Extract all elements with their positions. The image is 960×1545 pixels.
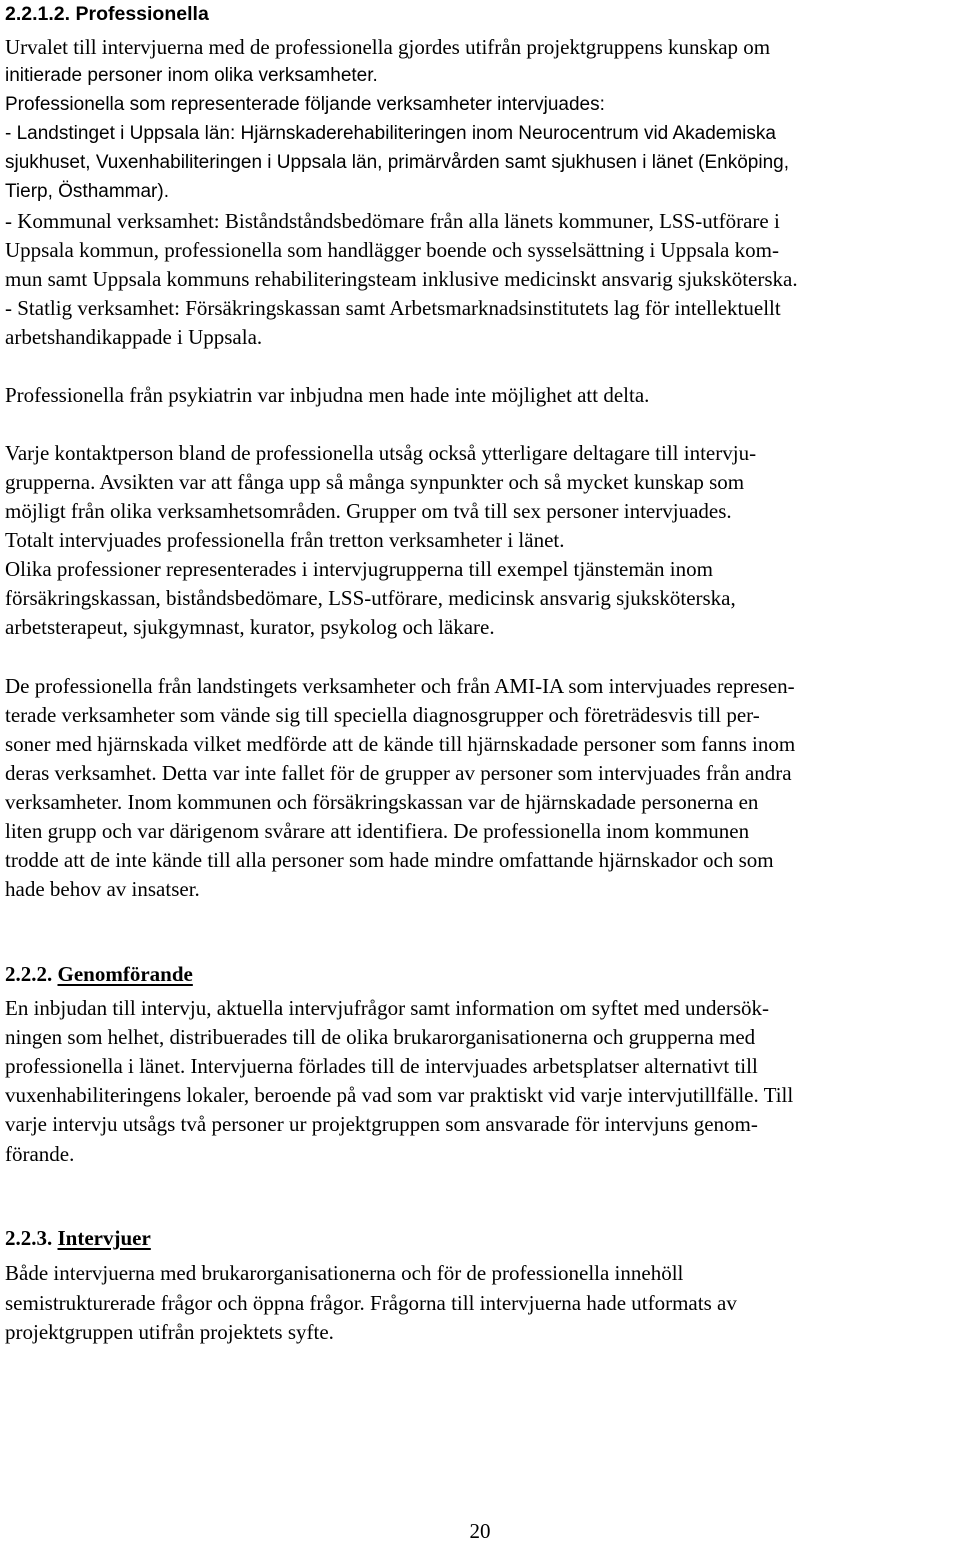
text-line: professionella i länet. Intervjuerna förlades till de intervjuades arbetsplatser alternativt till	[5, 1054, 758, 1078]
page-number: 20	[469, 1519, 491, 1543]
section-number: 2.2.3.	[5, 1226, 53, 1250]
text-line: Professionella som representerade följande verksamheter intervjuades:	[5, 94, 605, 115]
text-line: Olika professioner representerades i intervjugrupperna till exempel tjänstemän inom	[5, 557, 713, 581]
text-line: soner med hjärnskada vilket medförde att de kände till hjärnskadade personer som fanns inom	[5, 732, 796, 756]
text-line: Varje kontaktperson bland de professionella utsåg också ytterligare deltagare till intervju-	[5, 441, 757, 465]
text-line: arbetsterapeut, sjukgymnast, kurator, psykolog och läkare.	[5, 615, 495, 639]
text-line: liten grupp och var därigenom svårare att identifiera. De professionella inom kommunen	[5, 819, 750, 843]
text-line: sjukhuset, Vuxenhabiliteringen i Uppsala län, primärvården samt sjukhusen i länet (Enköping,	[5, 152, 790, 173]
text-line: - Landstinget i Uppsala län: Hjärnskaderehabiliteringen inom Neurocentrum vid Akademiska	[5, 123, 776, 144]
section-heading-professionella	[5, 0, 209, 28]
section-heading-intervjuer	[5, 1224, 151, 1252]
text-line: terade verksamheter som vände sig till speciella diagnosgrupper och företrädesvis till per-	[5, 703, 760, 727]
text-line: grupperna. Avsikten var att fånga upp så många synpunkter och så mycket kunskap som	[5, 470, 745, 494]
text-line: vuxenhabiliteringens lokaler, beroende på vad som var praktiskt vid varje intervjutillfälle. Till	[5, 1083, 794, 1107]
text-line: initierade personer inom olika verksamheter.	[5, 65, 378, 86]
section-number: 2.2.1.2.	[5, 3, 71, 25]
text-line: förande.	[5, 1142, 75, 1166]
text-line: mun samt Uppsala kommuns rehabiliteringsteam inklusive medicinskt ansvarig sjuksköterska.	[5, 267, 798, 291]
document-page	[5, 0, 955, 1543]
text-line: Urvalet till intervjuerna med de professionella gjordes utifrån projektgruppens kunskap om	[5, 35, 771, 59]
text-line: Både intervjuerna med brukarorganisationerna och för de professionella innehöll	[5, 1261, 684, 1285]
text-line: hade behov av insatser.	[5, 877, 200, 901]
text-line: semistrukturerade frågor och öppna frågor. Frågorna till intervjuerna hade utformats av	[5, 1291, 737, 1315]
text-line: projektgruppen utifrån projektets syfte.	[5, 1320, 334, 1344]
text-line: Tierp, Östhammar).	[5, 181, 169, 202]
text-line: ningen som helhet, distribuerades till de olika brukarorganisationerna och grupperna med	[5, 1025, 756, 1049]
text-line: verksamheter. Inom kommunen och försäkringskassan var de hjärnskadade personerna en	[5, 790, 759, 814]
text-line: möjligt från olika verksamhetsområden. Grupper om två till sex personer intervjuades.	[5, 499, 732, 523]
text-line: - Statlig verksamhet: Försäkringskassan samt Arbetsmarknadsinstitutets lag för intellektuellt	[5, 296, 781, 320]
text-line: deras verksamhet. Detta var inte fallet för de grupper av personer som intervjuades från andra	[5, 761, 792, 785]
section-number: 2.2.2.	[5, 962, 53, 986]
section-title: Intervjuer	[57, 1226, 151, 1250]
text-line: försäkringskassan, biståndsbedömare, LSS-utförare, medicinsk ansvarig sjuksköterska,	[5, 586, 736, 610]
text-line: En inbjudan till intervju, aktuella intervjufrågor samt information om syftet med undersök-	[5, 996, 769, 1020]
text-line: arbetshandikappade i Uppsala.	[5, 325, 263, 349]
text-line: De professionella från landstingets verksamheter och från AMI-IA som intervjuades represen-	[5, 674, 795, 698]
text-line: varje intervju utsågs två personer ur projektgruppen som ansvarade för intervjuns genom-	[5, 1112, 758, 1136]
text-line: Totalt intervjuades professionella från tretton verksamheter i länet.	[5, 528, 565, 552]
text-line: Professionella från psykiatrin var inbjudna men hade inte möjlighet att delta.	[5, 383, 650, 407]
section-title: Professionella	[75, 3, 209, 25]
text-line: Uppsala kommun, professionella som handlägger boende och sysselsättning i Uppsala kom-	[5, 238, 779, 262]
section-title: Genomförande	[57, 962, 193, 986]
section-heading-genomforande	[5, 960, 193, 988]
text-line: trodde att de inte kände till alla personer som hade mindre omfattande hjärnskador och som	[5, 848, 774, 872]
text-line: - Kommunal verksamhet: Biståndståndsbedömare från alla länets kommuner, LSS-utförare i	[5, 209, 780, 233]
